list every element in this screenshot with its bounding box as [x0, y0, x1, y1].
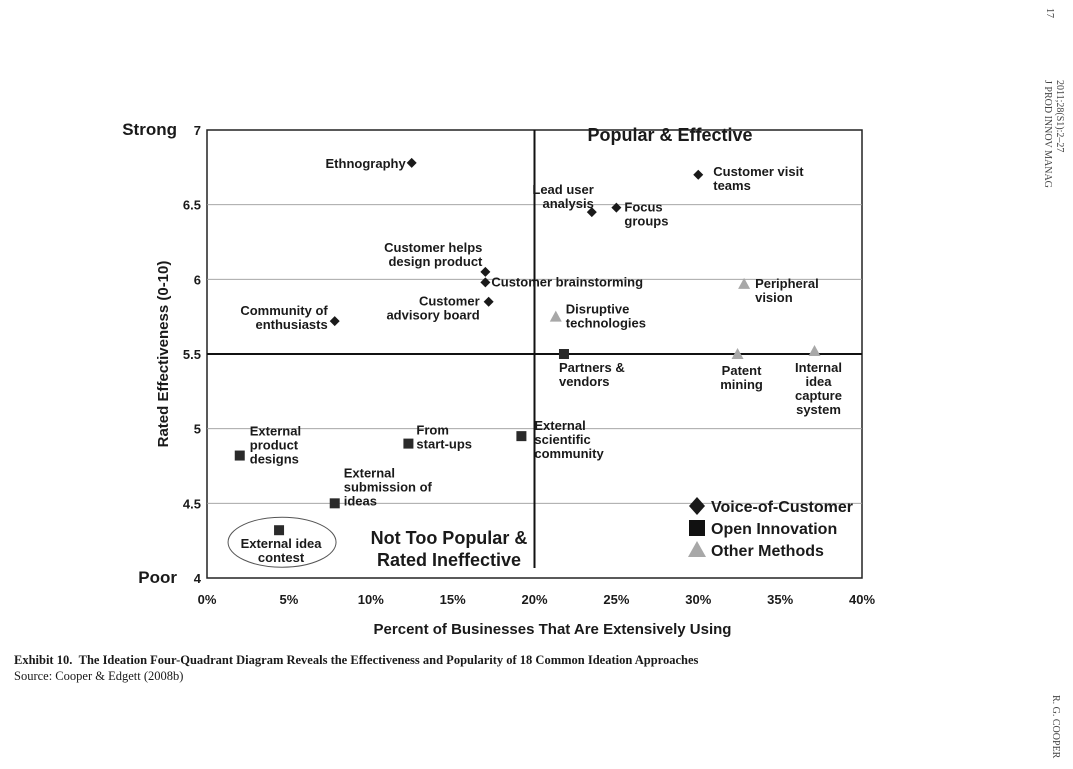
point-label: [755, 276, 819, 305]
point-label-line: product: [249, 437, 299, 453]
point-label-line: designs: [249, 451, 299, 467]
point-label: [250, 424, 301, 467]
point-label-line: External: [534, 418, 586, 434]
y-extreme-label: Strong: [122, 120, 177, 139]
point-diamond-marker: [480, 277, 490, 287]
y-axis-title: Rated Effectiveness (0-10): [155, 260, 172, 448]
point-label: [344, 465, 433, 508]
point-label: [326, 156, 407, 171]
y-tick-label: 7: [193, 123, 201, 138]
point-diamond-marker: [407, 158, 417, 168]
legend-diamond-marker: [689, 497, 705, 515]
point-label: [566, 302, 646, 331]
point-label-line: contest: [257, 550, 305, 566]
point-label-line: Peripheral: [755, 275, 819, 291]
exhibit-title: The Ideation Four-Quadrant Diagram Reveals the Effectiveness and Popularity of 18 Common Ideation Approaches: [78, 653, 699, 667]
page-number: 17: [1044, 8, 1055, 18]
point-label: [534, 418, 604, 461]
point-diamond-marker: [693, 170, 703, 180]
point-label-line: groups: [624, 213, 669, 229]
point-label-line: technologies: [565, 315, 646, 331]
x-tick-label: 0%: [197, 592, 217, 607]
point-triangle-marker: [550, 311, 562, 322]
point-square-marker: [235, 451, 245, 461]
journal-issue: 2011;28(S1):2–27: [1054, 80, 1065, 153]
y-tick-label: 4.5: [182, 496, 201, 512]
point-label: [532, 182, 593, 211]
point-label-line: External: [249, 423, 302, 439]
point-label: [386, 294, 479, 323]
point-label-line: community: [534, 446, 604, 462]
x-axis-title: Percent of Businesses That Are Extensively Using: [373, 621, 732, 638]
legend-label: Open Innovation: [711, 521, 838, 538]
point-label: [713, 164, 804, 193]
point-square-marker: [559, 349, 569, 359]
point-label: [720, 363, 763, 392]
point-label: [384, 240, 483, 269]
point-label: [491, 274, 643, 289]
point-label-line: Community of: [240, 303, 328, 319]
x-axis-ticks: [198, 592, 876, 607]
point-square-marker: [274, 525, 284, 535]
y-extreme-label: Poor: [138, 568, 177, 587]
point-label-line: External: [343, 465, 396, 481]
point-label-line: From: [416, 422, 449, 438]
point-label-line: idea: [805, 374, 832, 390]
point-diamond-marker: [330, 316, 340, 326]
y-tick-label: 5: [193, 421, 201, 437]
point-label: [624, 200, 668, 229]
legend-item: [689, 497, 853, 516]
point-label-line: enthusiasts: [255, 317, 328, 333]
y-tick-label: 6.5: [182, 197, 201, 213]
x-tick-label: 5%: [279, 592, 299, 607]
legend-square-marker: [689, 520, 705, 536]
point-label-line: Lead user: [532, 182, 594, 198]
legend: [688, 497, 853, 560]
point-label-line: Internal: [795, 360, 842, 376]
legend-item: [688, 541, 824, 560]
point-label-line: Partners &: [558, 360, 625, 375]
point-label-line: Ethnography: [325, 155, 406, 171]
legend-label: Voice-of-Customer: [711, 499, 853, 516]
legend-label: Other Methods: [711, 543, 824, 560]
journal-name: J PROD INNOV MANAG: [1042, 80, 1053, 188]
point-label-line: vision: [755, 289, 793, 305]
point-label-line: analysis: [542, 196, 594, 212]
point-label-line: vendors: [558, 374, 610, 389]
x-tick-label: 35%: [767, 592, 794, 607]
point-label-line: scientific: [534, 432, 591, 448]
point-label-line: system: [796, 402, 841, 418]
point-label: [240, 303, 328, 332]
point-label-line: Patent: [721, 363, 762, 378]
quadrant-label-bottom-left: Rated Ineffective: [376, 550, 522, 570]
point-diamond-marker: [611, 203, 621, 213]
y-tick-label: 6: [193, 272, 201, 288]
x-tick-label: 20%: [521, 592, 548, 607]
point-label-line: Focus: [624, 199, 663, 215]
point-label-line: start-ups: [416, 436, 473, 452]
quadrant-label-bottom-left: Not Too Popular &: [370, 528, 528, 548]
point-label-line: Customer helps: [384, 239, 483, 255]
exhibit-number: Exhibit 10.: [14, 653, 73, 667]
caption-source: Source: Cooper & Edgett (2008b): [14, 669, 184, 683]
x-tick-label: 15%: [439, 592, 466, 607]
point-label: [416, 423, 472, 452]
point-label-line: capture: [795, 388, 842, 404]
point-label-line: teams: [713, 177, 751, 193]
x-tick-label: 40%: [848, 592, 876, 607]
legend-triangle-marker: [688, 541, 706, 557]
data-points: [235, 155, 821, 535]
point-label-line: design product: [388, 253, 483, 269]
point-square-marker: [516, 431, 526, 441]
point-label-line: advisory board: [386, 307, 480, 323]
point-label: [795, 360, 842, 417]
point-triangle-marker: [809, 345, 821, 356]
point-label-line: Disruptive: [565, 301, 630, 317]
quadrant-label-top-right: Popular & Effective: [587, 125, 753, 145]
y-tick-label: 4: [193, 571, 201, 586]
point-label-line: submission of: [343, 479, 432, 495]
point-label-line: ideas: [343, 493, 377, 509]
point-diamond-marker: [484, 297, 494, 307]
x-tick-label: 10%: [357, 592, 384, 607]
point-label-line: External idea: [240, 536, 322, 552]
x-tick-label: 30%: [685, 592, 712, 607]
author-running-head: R. G. COOPER: [1050, 695, 1061, 759]
point-label-line: Customer: [418, 293, 480, 309]
point-label: [559, 360, 625, 389]
figure-caption: [14, 652, 698, 684]
x-tick-label: 25%: [603, 592, 630, 607]
point-square-marker: [330, 498, 340, 508]
point-label: [241, 536, 323, 565]
point-label-line: Customer visit: [713, 163, 804, 179]
point-label-line: mining: [720, 377, 763, 392]
point-square-marker: [403, 439, 413, 449]
point-label-line: Customer brainstorming: [491, 274, 644, 290]
y-tick-label: 5.5: [182, 347, 201, 362]
legend-item: [689, 520, 837, 538]
